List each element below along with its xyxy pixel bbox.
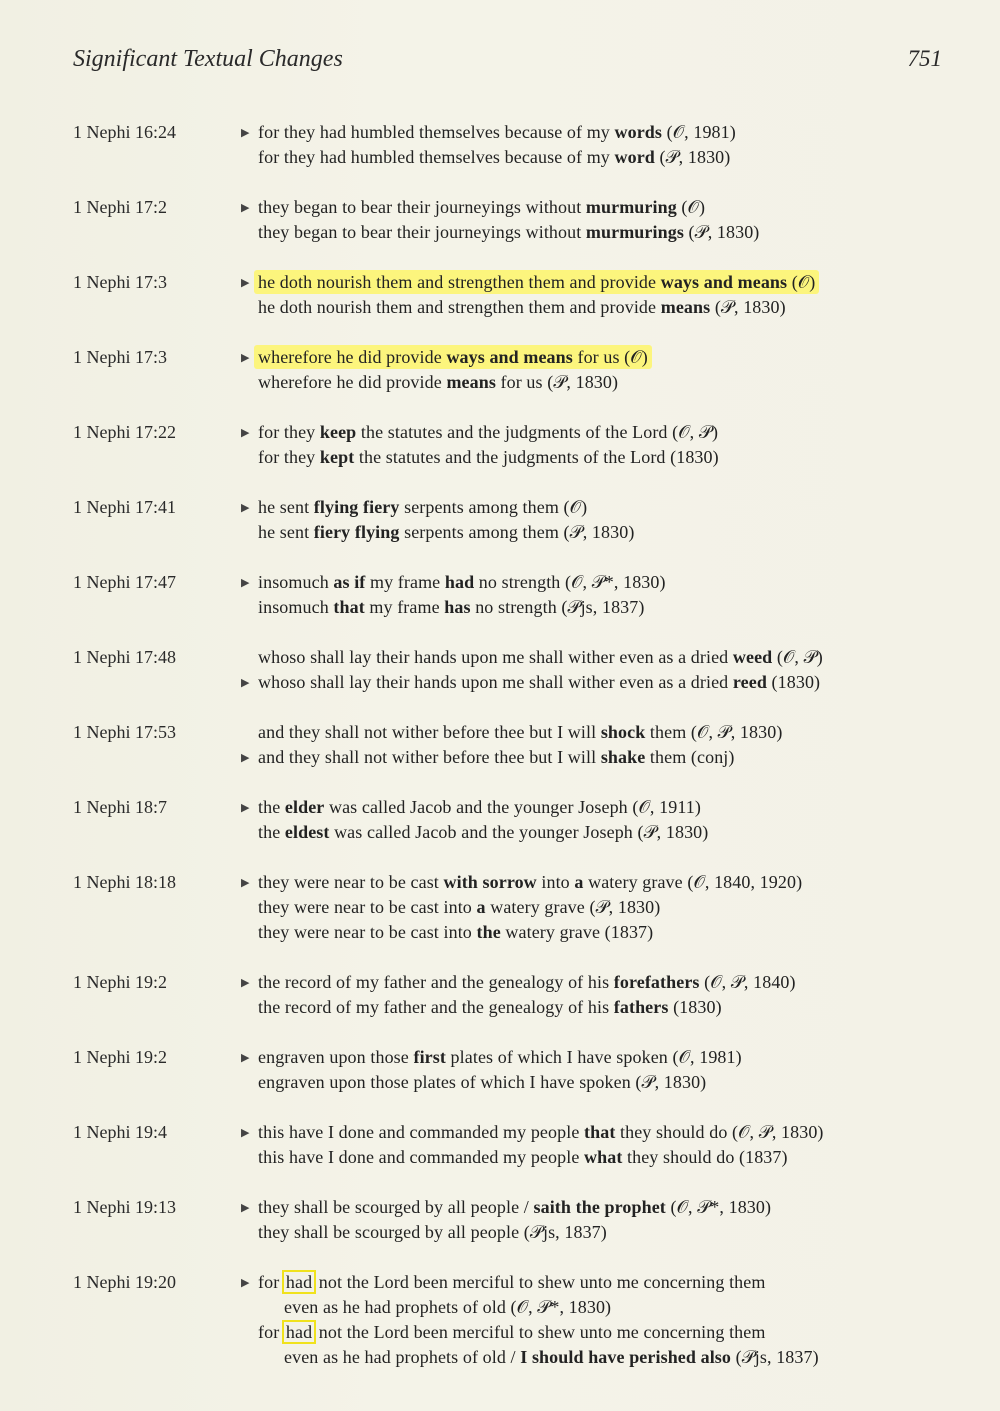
pointer-arrow-icon: ▶ [241,201,250,214]
reading-line: engraven upon those first plates of which I have spoken (𝒪, 1981) [258,1047,742,1067]
reading-line: for they had humbled themselves because of my words (𝒪, 1981) [258,122,736,142]
pointer-arrow-icon: ▶ [241,351,250,364]
verse-reference: 1 Nephi 19:2 [73,1047,167,1067]
highlight-box: had [285,1322,313,1342]
pointer-arrow-icon: ▶ [241,426,250,439]
pointer-arrow-icon: ▶ [241,1051,250,1064]
verse-reference: 1 Nephi 17:2 [73,197,167,217]
verse-reference: 1 Nephi 17:53 [73,722,176,742]
reading-line: for they kept the statutes and the judgments of the Lord (1830) [258,447,719,467]
highlight-box: had [285,1272,313,1292]
verse-reference: 1 Nephi 16:24 [73,122,176,142]
reading-line: they shall be scourged by all people / saith the prophet (𝒪, 𝒫*, 1830) [258,1197,772,1217]
reading-line: they were near to be cast with sorrow into a watery grave (𝒪, 1840, 1920) [258,872,803,892]
reading-line: the record of my father and the genealogy of his fathers (1830) [258,997,722,1017]
pointer-arrow-icon: ▶ [241,501,250,514]
reading-line: this have I done and commanded my people what they should do (1837) [258,1147,788,1167]
reading-line: the elder was called Jacob and the younger Joseph (𝒪, 1911) [258,797,701,817]
reading-line: they began to bear their journeyings without murmuring (𝒪) [258,197,706,217]
verse-reference: 1 Nephi 19:4 [73,1122,167,1142]
verse-reference: 1 Nephi 18:18 [73,872,176,892]
pointer-arrow-icon: ▶ [241,876,250,889]
reading-line [258,272,819,293]
reading-line: whoso shall lay their hands upon me shall wither even as a dried reed (1830) [258,672,821,692]
reading-line: for had not the Lord been merciful to shew unto me concerning them [258,1272,766,1292]
reading-line: they began to bear their journeyings without murmurings (𝒫, 1830) [258,222,760,242]
reading-line: he doth nourish them and strengthen them and provide means (𝒫, 1830) [258,297,786,317]
pointer-arrow-icon: ▶ [241,801,250,814]
reading-line: and they shall not wither before thee but I will shake them (conj) [258,747,735,767]
verse-reference: 1 Nephi 19:13 [73,1197,176,1217]
pointer-arrow-icon: ▶ [241,1201,250,1214]
reading-line: whoso shall lay their hands upon me shall wither even as a dried weed (𝒪, 𝒫) [258,647,823,667]
pointer-arrow-icon: ▶ [241,576,250,589]
reading-line: they shall be scourged by all people (𝒫js, 1837) [258,1222,607,1242]
verse-reference: 1 Nephi 17:47 [73,572,176,592]
reading-line: for they keep the statutes and the judgments of the Lord (𝒪, 𝒫) [258,422,719,442]
verse-reference: 1 Nephi 17:22 [73,422,176,442]
reading-line: they were near to be cast into a watery grave (𝒫, 1830) [258,897,661,917]
reading-line: even as he had prophets of old (𝒪, 𝒫*, 1830) [284,1297,612,1317]
reading-line [258,347,652,368]
highlighted-text: wherefore he did provide ways and means for us (𝒪) [254,345,652,369]
pointer-arrow-icon: ▶ [241,1126,250,1139]
verse-reference: 1 Nephi 17:3 [73,272,167,292]
pointer-arrow-icon: ▶ [241,1276,250,1289]
reading-line: for they had humbled themselves because of my word (𝒫, 1830) [258,147,731,167]
reading-line: the eldest was called Jacob and the younger Joseph (𝒫, 1830) [258,822,709,842]
reading-line: for had not the Lord been merciful to shew unto me concerning them [258,1322,766,1342]
pointer-arrow-icon: ▶ [241,676,250,689]
pointer-arrow-icon: ▶ [241,126,250,139]
reading-line: the record of my father and the genealogy of his forefathers (𝒪, 𝒫, 1840) [258,972,796,992]
reading-line: wherefore he did provide means for us (𝒫, 1830) [258,372,619,392]
reading-line: he sent flying fiery serpents among them (𝒪) [258,497,588,517]
highlighted-text: he doth nourish them and strengthen them and provide ways and means (𝒪) [254,270,819,294]
reading-line: this have I done and commanded my people that they should do (𝒪, 𝒫, 1830) [258,1122,824,1142]
reading-line: even as he had prophets of old / I should have perished also (𝒫js, 1837) [284,1347,819,1367]
reading-line: and they shall not wither before thee but I will shock them (𝒪, 𝒫, 1830) [258,722,783,742]
verse-reference: 1 Nephi 17:41 [73,497,176,517]
verse-reference: 1 Nephi 17:3 [73,347,167,367]
reading-line: engraven upon those plates of which I have spoken (𝒫, 1830) [258,1072,707,1092]
running-header-title: Significant Textual Changes [73,46,343,72]
verse-reference: 1 Nephi 18:7 [73,797,167,817]
verse-reference: 1 Nephi 19:20 [73,1272,176,1292]
page-number: 751 [907,46,942,71]
verse-reference: 1 Nephi 19:2 [73,972,167,992]
reading-line: they were near to be cast into the watery grave (1837) [258,922,654,942]
pointer-arrow-icon: ▶ [241,276,250,289]
verse-reference: 1 Nephi 17:48 [73,647,176,667]
reading-line: he sent fiery flying serpents among them (𝒫, 1830) [258,522,635,542]
pointer-arrow-icon: ▶ [241,976,250,989]
pointer-arrow-icon: ▶ [241,751,250,764]
reading-line: insomuch as if my frame had no strength (𝒪, 𝒫*, 1830) [258,572,666,592]
reading-line: insomuch that my frame has no strength (𝒫js, 1837) [258,597,645,617]
